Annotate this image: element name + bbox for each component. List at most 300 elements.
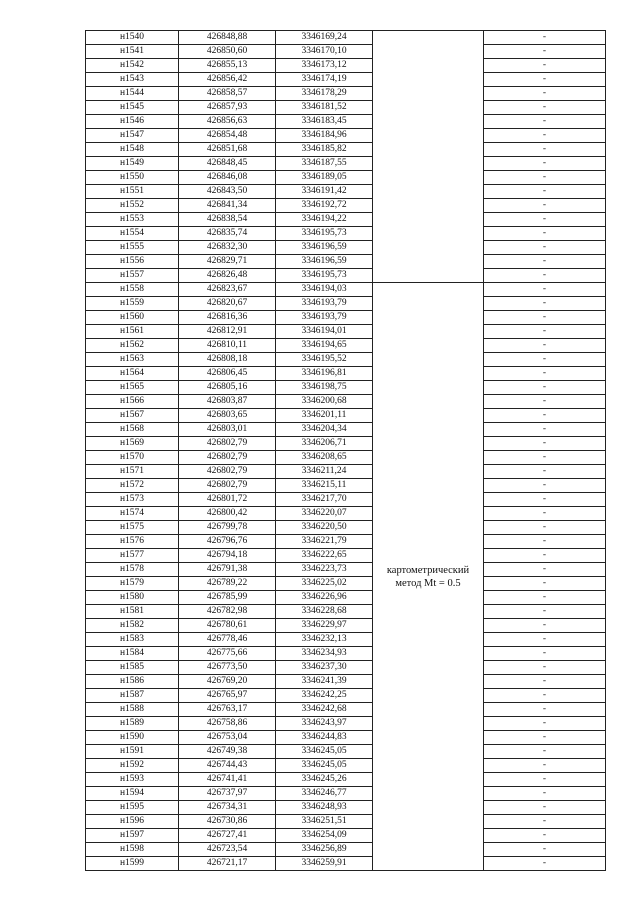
error-value-cell: - (484, 115, 606, 129)
point-name-cell: н1568 (86, 423, 179, 437)
y-coordinate-cell: 3346221,79 (276, 535, 373, 549)
point-name-cell: н1593 (86, 773, 179, 787)
point-name-cell: н1590 (86, 731, 179, 745)
y-coordinate-cell: 3346220,50 (276, 521, 373, 535)
x-coordinate-cell: 426796,76 (179, 535, 276, 549)
table-row (86, 157, 606, 171)
table-row (86, 577, 606, 591)
point-name-cell: н1588 (86, 703, 179, 717)
error-value-cell: - (484, 745, 606, 759)
y-coordinate-cell: 3346223,73 (276, 563, 373, 577)
y-coordinate-cell: 3346178,29 (276, 87, 373, 101)
x-coordinate-cell: 426734,31 (179, 801, 276, 815)
coordinate-table (85, 30, 606, 871)
error-value-cell: - (484, 633, 606, 647)
point-name-cell: н1599 (86, 857, 179, 871)
error-value-cell: - (484, 73, 606, 87)
x-coordinate-cell: 426730,86 (179, 815, 276, 829)
y-coordinate-cell: 3346234,93 (276, 647, 373, 661)
x-coordinate-cell: 426841,34 (179, 199, 276, 213)
error-value-cell: - (484, 157, 606, 171)
error-value-cell: - (484, 773, 606, 787)
y-coordinate-cell: 3346184,96 (276, 129, 373, 143)
x-coordinate-cell: 426803,87 (179, 395, 276, 409)
error-value-cell: - (484, 31, 606, 45)
error-value-cell: - (484, 535, 606, 549)
table-row (86, 465, 606, 479)
table-row (86, 535, 606, 549)
y-coordinate-cell: 3346196,59 (276, 241, 373, 255)
point-name-cell: н1582 (86, 619, 179, 633)
y-coordinate-cell: 3346198,75 (276, 381, 373, 395)
error-value-cell: - (484, 87, 606, 101)
y-coordinate-cell: 3346189,05 (276, 171, 373, 185)
table-row (86, 325, 606, 339)
x-coordinate-cell: 426820,67 (179, 297, 276, 311)
y-coordinate-cell: 3346169,24 (276, 31, 373, 45)
error-value-cell: - (484, 549, 606, 563)
table-row (86, 479, 606, 493)
point-name-cell: н1545 (86, 101, 179, 115)
point-name-cell: н1563 (86, 353, 179, 367)
table-row (86, 437, 606, 451)
y-coordinate-cell: 3346183,45 (276, 115, 373, 129)
method-cell-lower (373, 283, 484, 871)
error-value-cell: - (484, 675, 606, 689)
y-coordinate-cell: 3346245,26 (276, 773, 373, 787)
y-coordinate-cell: 3346251,51 (276, 815, 373, 829)
point-name-cell: н1584 (86, 647, 179, 661)
table-row (86, 549, 606, 563)
x-coordinate-cell: 426851,68 (179, 143, 276, 157)
table-row (86, 633, 606, 647)
error-value-cell: - (484, 143, 606, 157)
error-value-cell: - (484, 647, 606, 661)
x-coordinate-cell: 426778,46 (179, 633, 276, 647)
error-value-cell: - (484, 395, 606, 409)
x-coordinate-cell: 426802,79 (179, 479, 276, 493)
error-value-cell: - (484, 521, 606, 535)
point-name-cell: н1572 (86, 479, 179, 493)
x-coordinate-cell: 426832,30 (179, 241, 276, 255)
table-row (86, 815, 606, 829)
x-coordinate-cell: 426765,97 (179, 689, 276, 703)
point-name-cell: н1541 (86, 45, 179, 59)
error-value-cell: - (484, 717, 606, 731)
x-coordinate-cell: 426785,99 (179, 591, 276, 605)
y-coordinate-cell: 3346193,79 (276, 297, 373, 311)
x-coordinate-cell: 426802,79 (179, 465, 276, 479)
y-coordinate-cell: 3346244,83 (276, 731, 373, 745)
y-coordinate-cell: 3346194,22 (276, 213, 373, 227)
method-text-line1: картометрический (386, 564, 470, 576)
point-name-cell: н1592 (86, 759, 179, 773)
error-value-cell: - (484, 465, 606, 479)
point-name-cell: н1548 (86, 143, 179, 157)
error-value-cell: - (484, 787, 606, 801)
table-row (86, 675, 606, 689)
error-value-cell: - (484, 577, 606, 591)
x-coordinate-cell: 426791,38 (179, 563, 276, 577)
table-row (86, 563, 606, 577)
coordinate-table-sheet (85, 30, 605, 871)
y-coordinate-cell: 3346174,19 (276, 73, 373, 87)
error-value-cell: - (484, 311, 606, 325)
point-name-cell: н1595 (86, 801, 179, 815)
x-coordinate-cell: 426758,86 (179, 717, 276, 731)
table-row (86, 507, 606, 521)
y-coordinate-cell: 3346196,59 (276, 255, 373, 269)
table-row (86, 605, 606, 619)
error-value-cell: - (484, 619, 606, 633)
x-coordinate-cell: 426723,54 (179, 843, 276, 857)
error-value-cell: - (484, 255, 606, 269)
x-coordinate-cell: 426843,50 (179, 185, 276, 199)
error-value-cell: - (484, 269, 606, 283)
table-row (86, 521, 606, 535)
point-name-cell: н1542 (86, 59, 179, 73)
error-value-cell: - (484, 297, 606, 311)
error-value-cell: - (484, 815, 606, 829)
point-name-cell: н1555 (86, 241, 179, 255)
point-name-cell: н1560 (86, 311, 179, 325)
y-coordinate-cell: 3346215,11 (276, 479, 373, 493)
x-coordinate-cell: 426749,38 (179, 745, 276, 759)
table-row (86, 731, 606, 745)
table-row (86, 213, 606, 227)
table-row (86, 45, 606, 59)
y-coordinate-cell: 3346245,05 (276, 759, 373, 773)
x-coordinate-cell: 426773,50 (179, 661, 276, 675)
y-coordinate-cell: 3346173,12 (276, 59, 373, 73)
table-row (86, 745, 606, 759)
y-coordinate-cell: 3346232,13 (276, 633, 373, 647)
table-row (86, 381, 606, 395)
point-name-cell: н1557 (86, 269, 179, 283)
error-value-cell: - (484, 759, 606, 773)
y-coordinate-cell: 3346185,82 (276, 143, 373, 157)
x-coordinate-cell: 426753,04 (179, 731, 276, 745)
y-coordinate-cell: 3346187,55 (276, 157, 373, 171)
x-coordinate-cell: 426826,48 (179, 269, 276, 283)
x-coordinate-cell: 426737,97 (179, 787, 276, 801)
y-coordinate-cell: 3346181,52 (276, 101, 373, 115)
y-coordinate-cell: 3346201,11 (276, 409, 373, 423)
table-row (86, 787, 606, 801)
table-row (86, 241, 606, 255)
x-coordinate-cell: 426846,08 (179, 171, 276, 185)
y-coordinate-cell: 3346259,91 (276, 857, 373, 871)
point-name-cell: н1552 (86, 199, 179, 213)
y-coordinate-cell: 3346195,73 (276, 269, 373, 283)
error-value-cell: - (484, 423, 606, 437)
point-name-cell: н1540 (86, 31, 179, 45)
table-row (86, 353, 606, 367)
y-coordinate-cell: 3346256,89 (276, 843, 373, 857)
table-row (86, 101, 606, 115)
point-name-cell: н1594 (86, 787, 179, 801)
x-coordinate-cell: 426855,13 (179, 59, 276, 73)
point-name-cell: н1567 (86, 409, 179, 423)
table-row (86, 367, 606, 381)
table-row (86, 339, 606, 353)
point-name-cell: н1553 (86, 213, 179, 227)
x-coordinate-cell: 426805,16 (179, 381, 276, 395)
table-row (86, 759, 606, 773)
table-row (86, 773, 606, 787)
x-coordinate-cell: 426802,79 (179, 437, 276, 451)
method-cell-upper (373, 31, 484, 283)
table-row (86, 59, 606, 73)
x-coordinate-cell: 426803,65 (179, 409, 276, 423)
y-coordinate-cell: 3346194,01 (276, 325, 373, 339)
y-coordinate-cell: 3346208,65 (276, 451, 373, 465)
error-value-cell: - (484, 185, 606, 199)
table-row (86, 829, 606, 843)
x-coordinate-cell: 426769,20 (179, 675, 276, 689)
y-coordinate-cell: 3346243,97 (276, 717, 373, 731)
point-name-cell: н1583 (86, 633, 179, 647)
table-row (86, 857, 606, 871)
y-coordinate-cell: 3346246,77 (276, 787, 373, 801)
x-coordinate-cell: 426829,71 (179, 255, 276, 269)
x-coordinate-cell: 426857,93 (179, 101, 276, 115)
table-row (86, 199, 606, 213)
y-coordinate-cell: 3346222,65 (276, 549, 373, 563)
y-coordinate-cell: 3346245,05 (276, 745, 373, 759)
point-name-cell: н1564 (86, 367, 179, 381)
x-coordinate-cell: 426741,41 (179, 773, 276, 787)
table-row (86, 227, 606, 241)
error-value-cell: - (484, 479, 606, 493)
y-coordinate-cell: 3346200,68 (276, 395, 373, 409)
x-coordinate-cell: 426854,48 (179, 129, 276, 143)
x-coordinate-cell: 426727,41 (179, 829, 276, 843)
point-name-cell: н1591 (86, 745, 179, 759)
y-coordinate-cell: 3346254,09 (276, 829, 373, 843)
table-row (86, 395, 606, 409)
error-value-cell: - (484, 829, 606, 843)
point-name-cell: н1581 (86, 605, 179, 619)
y-coordinate-cell: 3346191,42 (276, 185, 373, 199)
error-value-cell: - (484, 703, 606, 717)
x-coordinate-cell: 426744,43 (179, 759, 276, 773)
table-row (86, 283, 606, 297)
x-coordinate-cell: 426721,17 (179, 857, 276, 871)
coordinate-table-body (86, 31, 606, 871)
point-name-cell: н1579 (86, 577, 179, 591)
point-name-cell: н1554 (86, 227, 179, 241)
x-coordinate-cell: 426802,79 (179, 451, 276, 465)
table-row (86, 311, 606, 325)
x-coordinate-cell: 426794,18 (179, 549, 276, 563)
point-name-cell: н1575 (86, 521, 179, 535)
x-coordinate-cell: 426803,01 (179, 423, 276, 437)
y-coordinate-cell: 3346229,97 (276, 619, 373, 633)
y-coordinate-cell: 3346193,79 (276, 311, 373, 325)
table-row (86, 423, 606, 437)
x-coordinate-cell: 426782,98 (179, 605, 276, 619)
table-row (86, 843, 606, 857)
x-coordinate-cell: 426858,57 (179, 87, 276, 101)
error-value-cell: - (484, 213, 606, 227)
point-name-cell: н1558 (86, 283, 179, 297)
point-name-cell: н1598 (86, 843, 179, 857)
x-coordinate-cell: 426856,63 (179, 115, 276, 129)
error-value-cell: - (484, 129, 606, 143)
y-coordinate-cell: 3346196,81 (276, 367, 373, 381)
point-name-cell: н1570 (86, 451, 179, 465)
point-name-cell: н1559 (86, 297, 179, 311)
y-coordinate-cell: 3346242,68 (276, 703, 373, 717)
y-coordinate-cell: 3346195,52 (276, 353, 373, 367)
table-row (86, 801, 606, 815)
x-coordinate-cell: 426806,45 (179, 367, 276, 381)
table-row (86, 493, 606, 507)
y-coordinate-cell: 3346204,34 (276, 423, 373, 437)
error-value-cell: - (484, 731, 606, 745)
point-name-cell: н1597 (86, 829, 179, 843)
error-value-cell: - (484, 325, 606, 339)
error-value-cell: - (484, 409, 606, 423)
table-row (86, 297, 606, 311)
point-name-cell: н1544 (86, 87, 179, 101)
error-value-cell: - (484, 507, 606, 521)
point-name-cell: н1589 (86, 717, 179, 731)
point-name-cell: н1551 (86, 185, 179, 199)
table-row (86, 185, 606, 199)
y-coordinate-cell: 3346217,70 (276, 493, 373, 507)
table-row (86, 703, 606, 717)
method-text-line2: метод Mt = 0.5 (395, 577, 461, 589)
point-name-cell: н1571 (86, 465, 179, 479)
error-value-cell: - (484, 227, 606, 241)
point-name-cell: н1573 (86, 493, 179, 507)
y-coordinate-cell: 3346241,39 (276, 675, 373, 689)
y-coordinate-cell: 3346192,72 (276, 199, 373, 213)
x-coordinate-cell: 426789,22 (179, 577, 276, 591)
error-value-cell: - (484, 199, 606, 213)
point-name-cell: н1566 (86, 395, 179, 409)
point-name-cell: н1578 (86, 563, 179, 577)
point-name-cell: н1549 (86, 157, 179, 171)
table-row (86, 647, 606, 661)
error-value-cell: - (484, 241, 606, 255)
y-coordinate-cell: 3346206,71 (276, 437, 373, 451)
error-value-cell: - (484, 437, 606, 451)
error-value-cell: - (484, 171, 606, 185)
x-coordinate-cell: 426812,91 (179, 325, 276, 339)
point-name-cell: н1565 (86, 381, 179, 395)
error-value-cell: - (484, 563, 606, 577)
y-coordinate-cell: 3346194,03 (276, 283, 373, 297)
x-coordinate-cell: 426823,67 (179, 283, 276, 297)
table-row (86, 143, 606, 157)
y-coordinate-cell: 3346237,30 (276, 661, 373, 675)
table-row (86, 31, 606, 45)
table-row (86, 87, 606, 101)
table-row (86, 129, 606, 143)
y-coordinate-cell: 3346195,73 (276, 227, 373, 241)
point-name-cell: н1574 (86, 507, 179, 521)
y-coordinate-cell: 3346211,24 (276, 465, 373, 479)
x-coordinate-cell: 426775,66 (179, 647, 276, 661)
table-row (86, 255, 606, 269)
x-coordinate-cell: 426838,54 (179, 213, 276, 227)
table-row (86, 717, 606, 731)
point-name-cell: н1543 (86, 73, 179, 87)
point-name-cell: н1550 (86, 171, 179, 185)
point-name-cell: н1561 (86, 325, 179, 339)
point-name-cell: н1556 (86, 255, 179, 269)
point-name-cell: н1596 (86, 815, 179, 829)
x-coordinate-cell: 426780,61 (179, 619, 276, 633)
x-coordinate-cell: 426848,45 (179, 157, 276, 171)
y-coordinate-cell: 3346228,68 (276, 605, 373, 619)
table-row (86, 269, 606, 283)
point-name-cell: н1585 (86, 661, 179, 675)
point-name-cell: н1569 (86, 437, 179, 451)
error-value-cell: - (484, 591, 606, 605)
table-row (86, 591, 606, 605)
error-value-cell: - (484, 353, 606, 367)
error-value-cell: - (484, 843, 606, 857)
table-row (86, 171, 606, 185)
x-coordinate-cell: 426799,78 (179, 521, 276, 535)
point-name-cell: н1576 (86, 535, 179, 549)
table-row (86, 661, 606, 675)
x-coordinate-cell: 426808,18 (179, 353, 276, 367)
y-coordinate-cell: 3346242,25 (276, 689, 373, 703)
x-coordinate-cell: 426816,36 (179, 311, 276, 325)
y-coordinate-cell: 3346194,65 (276, 339, 373, 353)
error-value-cell: - (484, 451, 606, 465)
point-name-cell: н1580 (86, 591, 179, 605)
table-row (86, 73, 606, 87)
error-value-cell: - (484, 801, 606, 815)
x-coordinate-cell: 426800,42 (179, 507, 276, 521)
y-coordinate-cell: 3346226,96 (276, 591, 373, 605)
error-value-cell: - (484, 857, 606, 871)
error-value-cell: - (484, 367, 606, 381)
table-row (86, 689, 606, 703)
y-coordinate-cell: 3346170,10 (276, 45, 373, 59)
y-coordinate-cell: 3346225,02 (276, 577, 373, 591)
x-coordinate-cell: 426810,11 (179, 339, 276, 353)
table-row (86, 409, 606, 423)
x-coordinate-cell: 426801,72 (179, 493, 276, 507)
x-coordinate-cell: 426848,88 (179, 31, 276, 45)
point-name-cell: н1577 (86, 549, 179, 563)
point-name-cell: н1562 (86, 339, 179, 353)
x-coordinate-cell: 426850,60 (179, 45, 276, 59)
error-value-cell: - (484, 605, 606, 619)
point-name-cell: н1547 (86, 129, 179, 143)
error-value-cell: - (484, 59, 606, 73)
x-coordinate-cell: 426835,74 (179, 227, 276, 241)
point-name-cell: н1586 (86, 675, 179, 689)
error-value-cell: - (484, 45, 606, 59)
point-name-cell: н1546 (86, 115, 179, 129)
error-value-cell: - (484, 661, 606, 675)
x-coordinate-cell: 426763,17 (179, 703, 276, 717)
error-value-cell: - (484, 493, 606, 507)
error-value-cell: - (484, 689, 606, 703)
table-row (86, 451, 606, 465)
error-value-cell: - (484, 283, 606, 297)
y-coordinate-cell: 3346220,07 (276, 507, 373, 521)
error-value-cell: - (484, 339, 606, 353)
